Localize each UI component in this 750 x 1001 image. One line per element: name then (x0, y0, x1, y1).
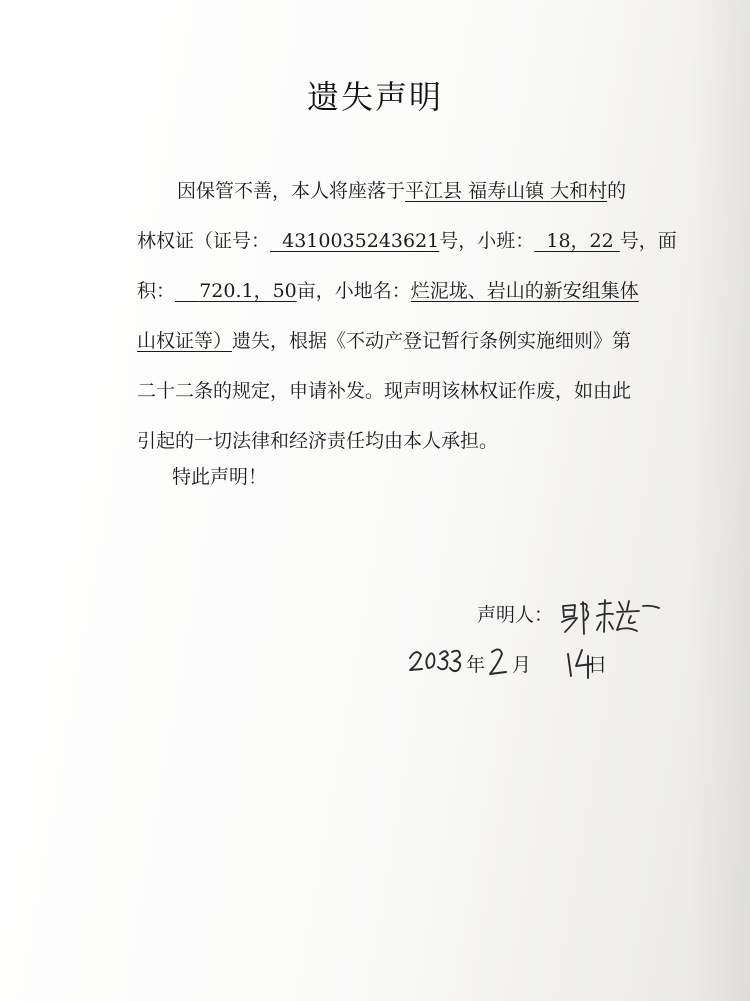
body-line-2 (137, 216, 689, 266)
closing-phrase: 特此声明！ (172, 466, 268, 488)
month-unit: 月 (512, 654, 532, 676)
handwritten-date (408, 640, 608, 684)
body-line-5: 二十二条的规定，申请补发。现声明该林权证作废，如由此 (137, 380, 632, 402)
handwritten-date-graphic (408, 640, 608, 684)
place-name: 烂泥垅、岩山的新安组集体 (410, 280, 639, 302)
body-text-segment: 号，小班： (439, 230, 535, 252)
signature-row (477, 596, 669, 636)
body-text-segment: 因保管不善，本人将座落于 (177, 180, 406, 202)
town-name: 福寿山镇 (468, 180, 545, 202)
statement-body (137, 166, 689, 466)
document-title: 遗失声明 (306, 78, 443, 116)
day-unit: 日 (588, 654, 608, 676)
signature-label: 声明人： (477, 604, 554, 626)
body-text-segment: 号，面 (619, 230, 677, 252)
body-text-segment: 的 (607, 180, 627, 202)
body-line-6: 引起的一切法律和经济责任均由本人承担。 (137, 430, 499, 452)
body-line-1 (137, 166, 689, 216)
handwritten-signature (559, 596, 669, 636)
body-text-segment: 积： (137, 280, 176, 302)
plot-number (534, 230, 620, 252)
area-value-text: 720.1，50 (199, 280, 297, 302)
body-line-4 (137, 316, 689, 366)
plot-number-value: 18，22 (546, 230, 614, 252)
area-value (175, 280, 297, 302)
body-text-segment: 林权证（证号： (137, 230, 271, 252)
place-name-continued: 山权证等） (137, 330, 233, 352)
certificate-number-value: 4310035243621 (282, 230, 440, 252)
certificate-number (270, 230, 439, 252)
body-text-segment: 亩，小地名： (296, 280, 411, 302)
county-name: 平江县 (405, 180, 463, 202)
body-text-segment: 遗失，根据《不动产登记暂行条例实施细则》第 (232, 330, 632, 352)
body-line-3 (137, 266, 689, 316)
village-name: 大和村 (550, 180, 608, 202)
year-unit: 年 (466, 654, 486, 676)
